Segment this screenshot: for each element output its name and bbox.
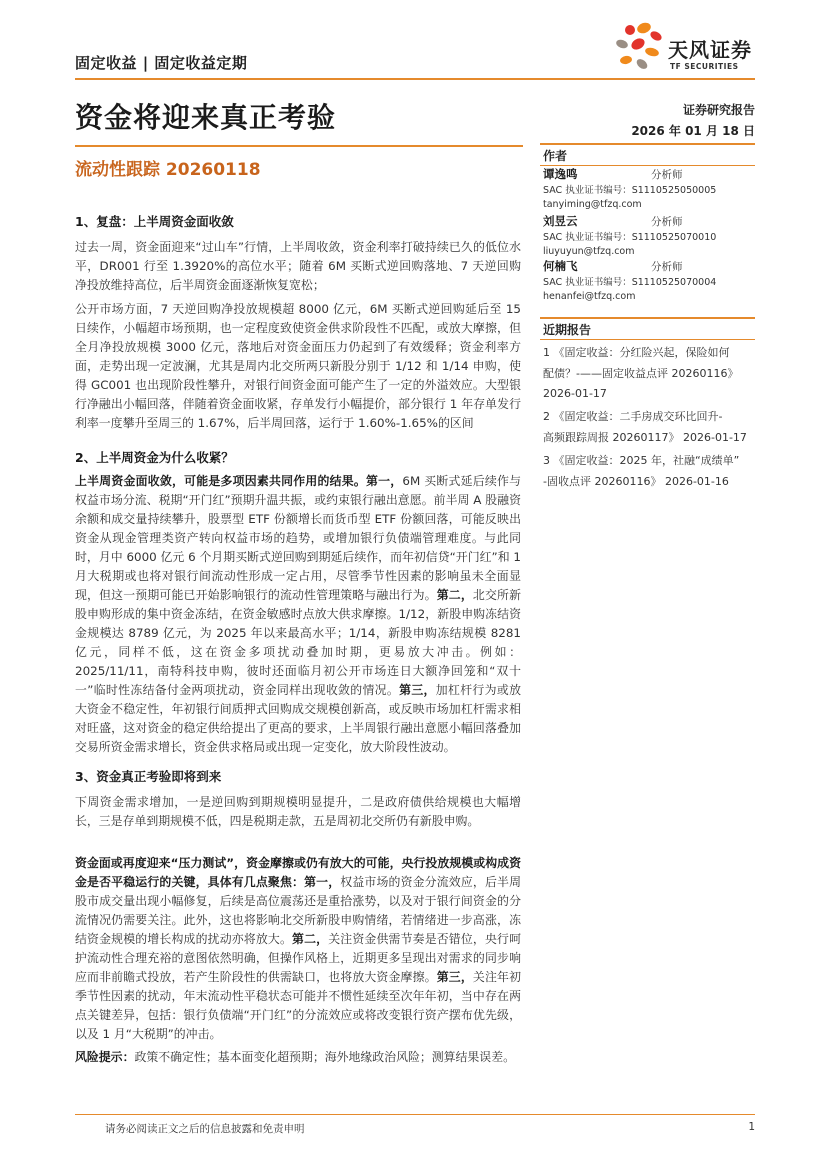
related-report-item[interactable] <box>543 451 758 492</box>
related-line: 1 《固定收益：分红险兴起，保险如何 <box>543 346 730 359</box>
page-number: 1 <box>748 1121 755 1133</box>
author-cert: SAC 执业证书编号：S1110525050005 <box>543 184 717 196</box>
body-paragraph <box>75 854 521 1044</box>
body-paragraph: 过去一周，资金面迎来“过山车”行情，上半周收敛，资金利率打破持续已久的低位水平，DR001 行至 1.3920%的高位水平；随着 6M 买断式逆回购落地、7 天逆回购净投放维持高位，后半周资金面逐渐恢复宽松； <box>75 240 521 292</box>
title-rule <box>75 145 523 147</box>
related-line: 高频跟踪周报 20260117》 2026-01-17 <box>543 430 747 444</box>
related-report-item[interactable] <box>543 343 758 405</box>
related-rule <box>540 317 755 319</box>
author-cert: SAC 执业证书编号：S1110525070004 <box>543 276 717 288</box>
section-heading: 3、资金真正考验即将到来 <box>75 769 222 784</box>
author-role: 分析师 <box>651 216 683 228</box>
author-email[interactable]: liuyuyun@tfzq.com <box>543 246 635 257</box>
related-line: 2026-01-17 <box>543 387 607 400</box>
body-paragraph <box>75 472 521 757</box>
logo-mark-icon <box>612 20 668 80</box>
author-name: 刘昱云 <box>543 214 578 228</box>
report-subtitle: 流动性跟踪 20260118 <box>75 160 261 180</box>
body-text: 关注年初季节性因素的扰动，年末流动性平稳状态可能并不惯性延续至次年年初，当中存在两点关键差异，包括：银行负债端“开门红”的分流效应或将改变银行资产摆布优先级，以及 1 月“大税期”的冲击。 <box>75 970 521 1041</box>
footer-rule <box>75 1114 755 1115</box>
author-name: 谭逸鸣 <box>543 167 578 181</box>
author-block <box>543 214 758 260</box>
key-point: 上半周资金面收敛，可能是多项因素共同作用的结果。第一， <box>75 474 403 488</box>
header-rule <box>75 78 755 80</box>
report-type: 证券研究报告 <box>682 103 755 117</box>
author-block <box>543 259 758 305</box>
related-subrule <box>540 339 755 340</box>
related-line: 3 《固定收益：2025 年，社融“成绩单” <box>543 454 740 467</box>
related-heading: 近期报告 <box>543 323 592 337</box>
author-role: 分析师 <box>651 169 683 181</box>
footer-disclaimer[interactable]: 请务必阅读正文之后的信息披露和免责申明 <box>105 1123 305 1135</box>
author-email[interactable]: henanfei@tfzq.com <box>543 291 636 302</box>
author-email[interactable]: tanyiming@tfzq.com <box>543 199 642 210</box>
author-name: 何楠飞 <box>543 259 578 273</box>
authors-rule <box>540 143 755 145</box>
key-point: 资金面或再度迎来“压力测试”，资金摩擦或仍有放大的可能，央行投放规模或构成资金是否平稳运行的关键，具体有几点聚焦：第一， <box>75 856 521 889</box>
author-role: 分析师 <box>651 261 683 273</box>
report-date: 2026 年 01 月 18 日 <box>631 124 755 138</box>
logo-english: TF SECURITIES <box>670 62 739 71</box>
body-paragraph: 下周资金需求增加，一是逆回购到期规模明显提升，二是政府债供给规模也大幅增长，三是存单到期规模不低，四是税期走款，五是周初北交所仍有新股申购。 <box>75 795 521 828</box>
brand-category: 固定收益 | 固定收益定期 <box>75 54 248 72</box>
key-point: 第三， <box>399 683 436 697</box>
related-line: 2 《固定收益：二手房成交环比回升- <box>543 410 723 423</box>
body-text: 关注资金供需节奏是否错位，央行呵护流动性合理充裕的意图依然明确，但操作风格上，近期更多呈现出对需求的同步响应而非前瞻式投放，若产生阶段性的供需缺口，也将放大资金摩擦。 <box>75 932 521 984</box>
authors-subrule <box>540 165 755 166</box>
risk-label: 风险提示： <box>75 1050 135 1064</box>
authors-heading: 作者 <box>543 149 568 163</box>
logo-text: 天风证券 <box>668 38 752 62</box>
author-block <box>543 167 758 213</box>
risk-warning <box>75 1048 521 1067</box>
company-logo <box>612 20 772 80</box>
report-title: 资金将迎来真正考验 <box>75 101 337 134</box>
related-line: -固收点评 20260116》 2026-01-16 <box>543 474 729 488</box>
key-point: 第二， <box>292 932 329 946</box>
body-paragraph: 公开市场方面，7 天逆回购净投放规模超 8000 亿元，6M 买断式逆回购延后至 15 日续作，小幅超市场预期，也一定程度致使资金供求阶段性不匹配，或放大摩擦，但全月净投放规模 3000 亿元，落地后对资金面压力仍起到了有效缓释；资金利率方面，走势出现一定波澜，尤其是周内北交所两只新股分别于 1/12 和 1/14 申购，使得 GC001 也出现阶段性攀升，对银行间资金面可能产生了一定的外溢效应。大型银行净融出小幅回落，伴随着资金面收紧，存单发行小幅提价，部分银行 1 年存单发行利率一度攀升至周三的 1.67%，后半周回落，运行于 1.60%-1.65%的区间 <box>75 302 521 430</box>
body-text: 权益市场的资金分流效应，后半周股市成交量出现小幅修复，后续是高位震荡还是重拾涨势，以及对于银行间资金的分流情况仍需要关注。此外，这也将影响北交所新股申购情绪，若情绪进一步高涨，冻结资金规模的增长构成的扰动亦将放大。 <box>75 875 521 946</box>
risk-text: 政策不确定性；基本面变化超预期；海外地缘政治风险；测算结果误差。 <box>134 1050 515 1064</box>
key-point: 第二， <box>436 588 473 602</box>
body-text: 北交所新股申购形成的集中资金冻结，在资金敏感时点放大供求摩擦。1/12，新股申购冻结资金规模达 8789 亿元，为 2025 年以来最高水平；1/14，新股申购冻结规模 8281 亿元，同样不低，这在资金多项扰动叠加时期，更易放大冲击。例如：2025/11/11，南特科技申购，彼时还面临月初公开市场连日大额净回笼和“双十一”临时性冻结备付金两项扰动，资金同样出现收敛的情况。 <box>75 588 521 697</box>
body-text: 加杠杆行为或放大资金不稳定性，年初银行间质押式回购成交规模创新高，或反映市场加杠杆需求相对旺盛，这对资金的稳定供给提出了更高的要求，上半周银行融出意愿小幅回落叠加交易所资金需求增长，资金供求格局或出现一定变化，放大阶段性波动。 <box>75 683 521 754</box>
related-line: 配债？-——固定收益点评 20260116》 <box>543 366 739 380</box>
section-heading: 2、上半周资金为什么收紧？ <box>75 450 234 465</box>
body-text: 6M 买断式延后续作与权益市场分流、税期“开门红”预期升温共振，或约束银行融出意愿。前半周 A 股融资余额和成交量持续攀升，股票型 ETF 份额增长而货币型 ETF 份额回落，可能反映出资金从现金管理类资产转向权益市场的趋势，或增加银行负债端管理难度。与此同时，月中 6000 亿元 6 个月期买断式逆回购到期延后续作，而年初信贷“开门红”和 1 月大税期或也将对银行间流动性形成一定占用，尽管季节性因素的影响虽未全面显现，但这一预期可能已开始影响银行的流动性管理策略与融出行为。 <box>75 474 521 602</box>
author-cert: SAC 执业证书编号：S1110525070010 <box>543 231 717 243</box>
section-heading: 1、复盘：上半周资金面收敛 <box>75 214 234 229</box>
related-report-item[interactable] <box>543 407 758 448</box>
key-point: 第三， <box>436 970 473 984</box>
